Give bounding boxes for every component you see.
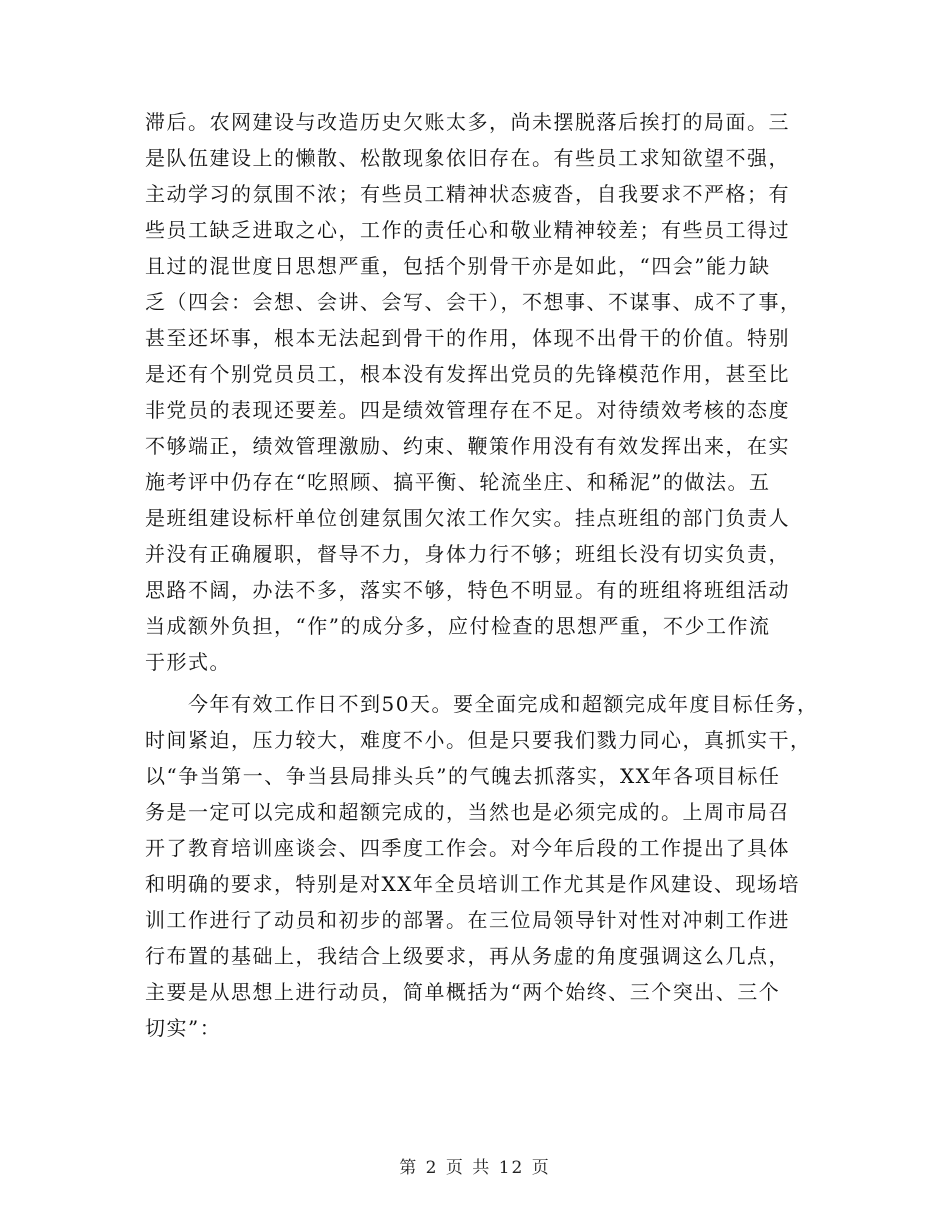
- text-line: 不够端正，绩效管理激励、约束、鞭策作用没有有效发挥出来，在实: [145, 434, 790, 458]
- text-line: 是队伍建设上的懒散、松散现象依旧存在。有些员工求知欲望不强，: [145, 146, 790, 170]
- text-line: 时间紧迫，压力较大，难度不小。但是只要我们戮力同心，真抓实干，: [145, 728, 812, 752]
- text-line: 切实”：: [145, 1016, 222, 1040]
- page-footer: [0, 1153, 950, 1178]
- text-line: 行布置的基础上，我结合上级要求，再从务虚的角度强调这么几点，: [145, 944, 790, 968]
- text-line: 训工作进行了动员和初步的部署。在三位局领导针对性对冲刺工作进: [145, 908, 790, 932]
- text-line: 些员工缺乏进取之心，工作的责任心和敬业精神较差；有些员工得过: [145, 218, 790, 242]
- text-line: 施考评中仍存在“吃照顾、搞平衡、轮流坐庄、和稀泥”的做法。五: [145, 470, 771, 494]
- document-body: [145, 104, 835, 1046]
- text-line: 以“争当第一、争当县局排头兵”的气魄去抓落实，XX年各项目标任: [145, 764, 781, 788]
- text-line: 主要是从思想上进行动员，简单概括为“两个始终、三个突出、三个: [145, 980, 781, 1004]
- text-line: 今年有效工作日不到50天。要全面完成和超额完成年度目标任务，: [145, 692, 819, 716]
- paragraph: [145, 686, 835, 1046]
- text-line: 并没有正确履职，督导不力，身体力行不够；班组长没有切实负责，: [145, 542, 790, 566]
- text-line: 是班组建设标杆单位创建氛围欠浓工作欠实。挂点班组的部门负责人: [145, 506, 790, 530]
- text-line: 滞后。农网建设与改造历史欠账太多，尚未摆脱落后挨打的局面。三: [145, 110, 790, 134]
- text-line: 乏（四会：会想、会讲、会写、会干），不想事、不谋事、成不了事，: [145, 290, 802, 314]
- text-line: 开了教育培训座谈会、四季度工作会。对今年后段的工作提出了具体: [145, 836, 790, 860]
- text-line: 思路不阔，办法不多，落实不够，特色不明显。有的班组将班组活动: [145, 578, 790, 602]
- text-line: 和明确的要求，特别是对XX年全员培训工作尤其是作风建设、现场培: [145, 872, 800, 896]
- text-line: 于形式。: [145, 650, 231, 674]
- page-number-label: 第 2 页 共 12 页: [399, 1158, 551, 1178]
- text-line: 当成额外负担，“作”的成分多，应付检查的思想严重，不少工作流: [145, 614, 771, 638]
- text-line: 主动学习的氛围不浓；有些员工精神状态疲沓，自我要求不严格；有: [145, 182, 790, 206]
- text-line: 且过的混世度日思想严重，包括个别骨干亦是如此，“四会”能力缺: [145, 254, 771, 278]
- text-line: 务是一定可以完成和超额完成的，当然也是必须完成的。上周市局召: [145, 800, 790, 824]
- text-line: 是还有个别党员员工，根本没有发挥出党员的先锋模范作用，甚至比: [145, 362, 790, 386]
- paragraph: [145, 104, 835, 680]
- text-line: 甚至还坏事，根本无法起到骨干的作用，体现不出骨干的价值。特别: [145, 326, 790, 350]
- text-line: 非党员的表现还要差。四是绩效管理存在不足。对待绩效考核的态度: [145, 398, 790, 422]
